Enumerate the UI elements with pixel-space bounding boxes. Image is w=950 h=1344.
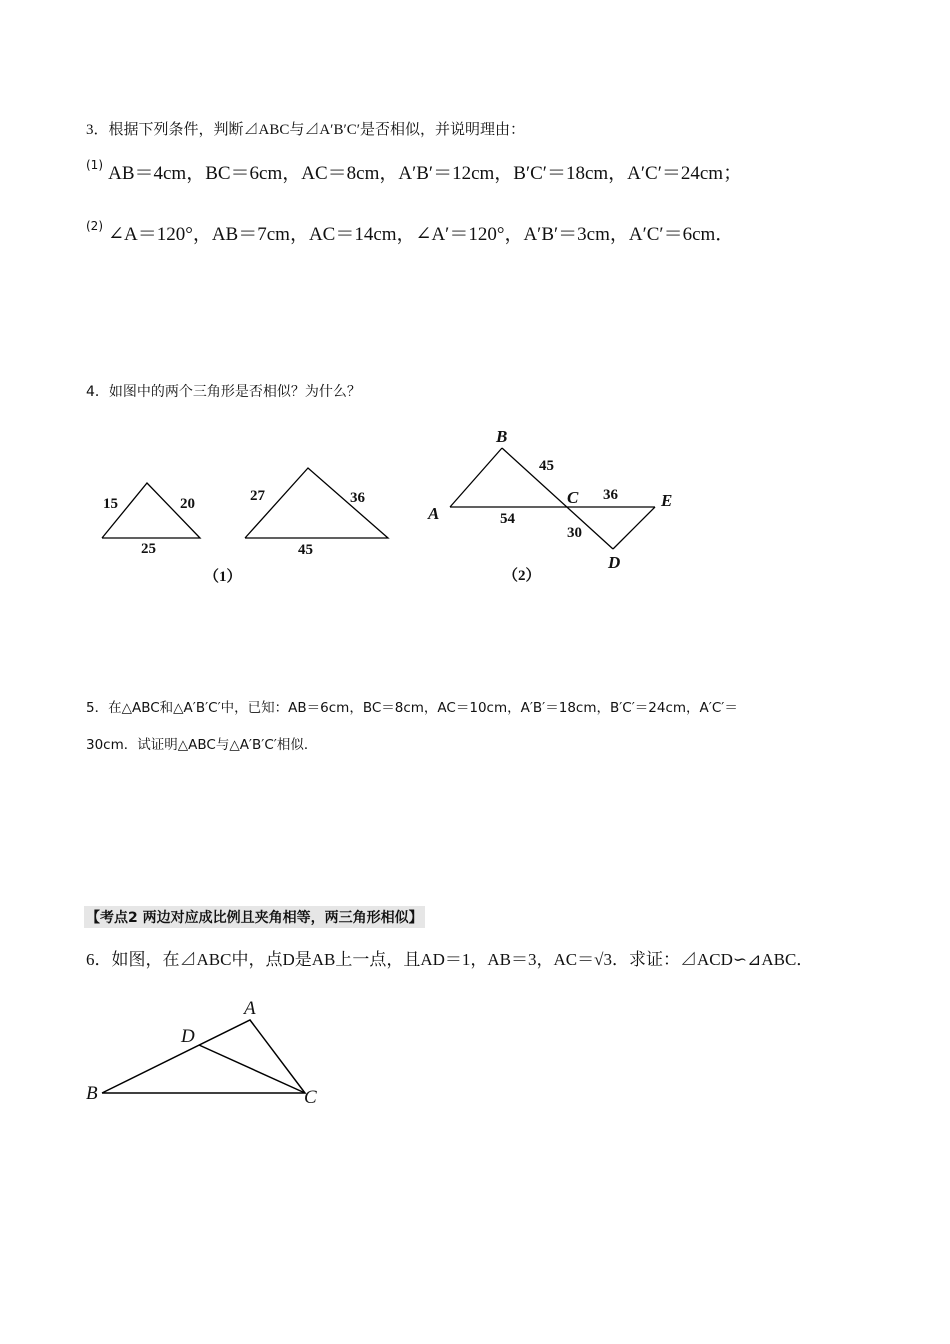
q3-part2-text: ∠A＝120°，AB＝7cm，AC＝14cm，∠A′＝120°，A′B′＝3cm，A′C′＝6cm． <box>108 224 735 245</box>
q6-text: 6．如图，在⊿ABC中，点D是AB上一点，且AD＝1，AB＝3，AC＝√3．求证：⊿ACD∽⊿ABC． <box>86 950 814 969</box>
q4-figure-1 <box>95 460 395 580</box>
q3-stem: 3．根据下列条件，判断⊿ABC与⊿A′B′C′是否相似，并说明理由： <box>86 122 526 138</box>
q5-line1: 5．在△ABC和△A′B′C′中，已知：AB＝6cm，BC＝8cm，AC＝10cm，A′B′＝18cm，B′C′＝24cm，A′C′＝ <box>86 700 738 716</box>
t1-left-label: 15 <box>103 496 118 512</box>
q3-part1-text: AB＝4cm，BC＝6cm，AC＝8cm，A′B′＝12cm，B′C′＝18cm，A′C′＝24cm； <box>108 163 743 184</box>
q6-label-C: C <box>304 1087 317 1108</box>
q6-label-B: B <box>86 1083 98 1104</box>
fig2-label-D: D <box>608 553 621 572</box>
q3-part1 <box>86 158 742 185</box>
t1-right-label: 20 <box>180 496 195 512</box>
fig1-caption: （1） <box>204 569 242 585</box>
t2-left-label: 27 <box>250 488 265 504</box>
fig2-label-A: A <box>428 504 440 523</box>
triangle-ABC <box>102 1020 305 1093</box>
t2-right-label: 36 <box>350 490 365 506</box>
q5-line2: 30cm．试证明△ABC与△A′B′C′相似． <box>86 737 318 753</box>
triangle-large <box>245 468 388 538</box>
q6-label-A: A <box>244 998 256 1019</box>
q6-label-D: D <box>181 1026 195 1047</box>
t2-bottom-label: 45 <box>298 542 313 558</box>
q3-part2-label: (2) <box>86 219 103 233</box>
fig2-caption: （2） <box>503 568 541 584</box>
fig2-label-C: C <box>567 488 579 507</box>
q6-figure <box>95 1005 335 1115</box>
q3-part1-label: (1) <box>86 158 103 172</box>
t1-bottom-label: 25 <box>141 541 156 557</box>
fig2-label-E: E <box>661 491 673 510</box>
q4-stem: 4．如图中的两个三角形是否相似？为什么？ <box>86 384 361 400</box>
segment-DC <box>199 1045 305 1093</box>
fig2-CE-length: 36 <box>603 487 618 503</box>
fig2-CD-length: 30 <box>567 525 582 541</box>
fig2-AC-length: 54 <box>500 511 515 527</box>
q3-part2 <box>86 219 734 246</box>
section-heading: 【考点2 两边对应成比例且夹角相等，两三角形相似】 <box>84 906 425 928</box>
fig2-label-B: B <box>496 427 508 446</box>
fig2-BC-length: 45 <box>539 458 554 474</box>
